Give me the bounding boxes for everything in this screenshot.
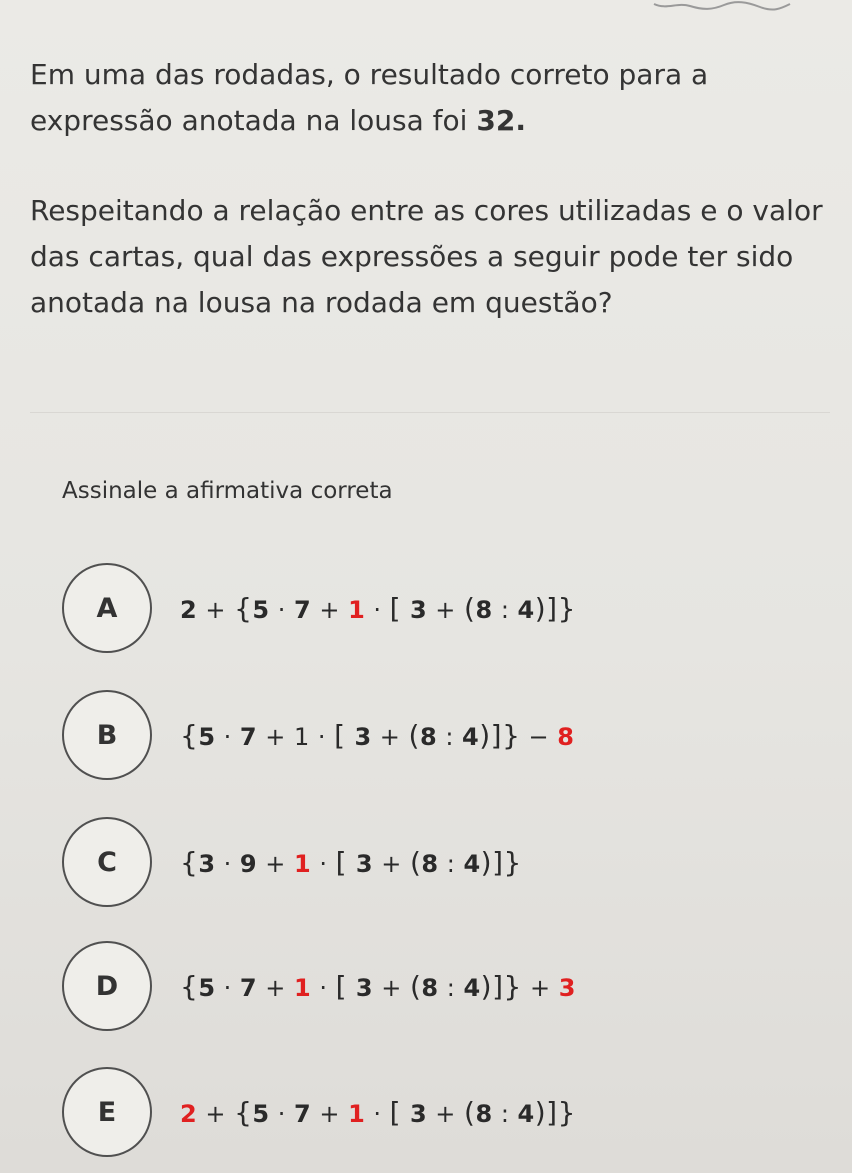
expression-token: 7 bbox=[239, 973, 258, 1002]
expression-token: 8 bbox=[475, 595, 493, 624]
expression-token: { bbox=[234, 1095, 253, 1129]
red-card-value: 1 bbox=[348, 595, 366, 624]
expression-token: · bbox=[215, 722, 240, 751]
expression-token: : bbox=[437, 722, 463, 751]
question-result-value: 32. bbox=[476, 104, 526, 137]
expression-token: ( bbox=[408, 718, 420, 752]
expression-token: 5 bbox=[198, 973, 216, 1002]
expression-token: 5 bbox=[252, 595, 270, 624]
expression-token: 3 bbox=[401, 595, 428, 624]
option-letter-circle[interactable]: E bbox=[62, 1067, 152, 1157]
expression-token: + bbox=[257, 722, 294, 751]
expression-token: 7 bbox=[294, 595, 312, 624]
expression-token: : bbox=[438, 973, 464, 1002]
option-expression bbox=[180, 970, 576, 1003]
red-card-value: 8 bbox=[557, 722, 575, 751]
expression-token: + bbox=[197, 1099, 235, 1128]
red-card-value: 1 bbox=[294, 849, 312, 878]
expression-token: 7 bbox=[294, 1099, 312, 1128]
option-expression bbox=[180, 719, 574, 752]
question-paragraph-1 bbox=[30, 52, 830, 144]
expression-token: [ bbox=[389, 1095, 402, 1129]
expression-token: + bbox=[311, 1099, 349, 1128]
pen-scribble-decoration bbox=[652, 0, 792, 14]
expression-token: 5 bbox=[252, 1099, 270, 1128]
option-letter-circle[interactable]: C bbox=[62, 817, 152, 907]
expression-token: [ bbox=[335, 969, 348, 1003]
expression-token: 2 bbox=[180, 595, 198, 624]
expression-token: + bbox=[427, 595, 465, 624]
expression-token: ( bbox=[409, 845, 422, 879]
expression-token: · bbox=[215, 973, 240, 1002]
question-paragraph-1-text: Em uma das rodadas, o resultado correto para a expressão anotada na lousa foi bbox=[30, 58, 709, 137]
expression-token: 4 bbox=[517, 1099, 535, 1128]
red-card-value: 2 bbox=[180, 1099, 198, 1128]
option-letter-circle[interactable]: A bbox=[62, 563, 152, 653]
expression-token: ( bbox=[464, 591, 476, 625]
expression-token: 7 bbox=[239, 722, 258, 751]
option-expression bbox=[180, 846, 522, 879]
expression-token: + bbox=[257, 849, 294, 878]
option-letter-circle[interactable]: B bbox=[62, 690, 152, 780]
expression-token: 9 bbox=[239, 849, 258, 878]
expression-token: · bbox=[269, 595, 294, 624]
option-d[interactable] bbox=[62, 938, 576, 1034]
expression-token: )]} bbox=[534, 591, 576, 625]
expression-token: { bbox=[234, 591, 253, 625]
expression-token: 4 bbox=[463, 973, 481, 1002]
option-b[interactable] bbox=[62, 687, 574, 783]
expression-token: 4 bbox=[462, 722, 480, 751]
expression-token: 4 bbox=[463, 849, 481, 878]
expression-token: + bbox=[197, 595, 235, 624]
expression-token: 8 bbox=[475, 1099, 493, 1128]
expression-token: + bbox=[373, 973, 410, 1002]
expression-token: 8 bbox=[421, 849, 439, 878]
expression-token: + bbox=[257, 973, 294, 1002]
expression-token: ( bbox=[464, 1095, 476, 1129]
expression-token: − bbox=[520, 722, 558, 751]
option-e[interactable] bbox=[62, 1064, 576, 1160]
expression-token: 8 bbox=[421, 973, 439, 1002]
expression-token: · bbox=[309, 722, 335, 751]
expression-token: + bbox=[371, 722, 409, 751]
expression-token: + bbox=[373, 849, 410, 878]
option-c[interactable] bbox=[62, 814, 522, 910]
option-expression bbox=[180, 592, 576, 625]
option-expression bbox=[180, 1096, 576, 1129]
expression-token: · bbox=[365, 1099, 390, 1128]
question-paragraph-2: Respeitando a relação entre as cores utilizadas e o valor das cartas, qual das expressões a seguir pode ter sido anotada na lousa na rodada em questão? bbox=[30, 194, 823, 319]
expression-token: 3 bbox=[198, 849, 216, 878]
expression-token: { bbox=[180, 969, 199, 1003]
expression-token: + bbox=[521, 973, 559, 1002]
expression-token: · bbox=[311, 973, 336, 1002]
expression-token: : bbox=[438, 849, 464, 878]
red-card-value: 3 bbox=[558, 973, 576, 1002]
expression-token: · bbox=[365, 595, 390, 624]
expression-token: [ bbox=[335, 845, 348, 879]
expression-token: )]} bbox=[480, 845, 522, 879]
expression-token: { bbox=[180, 718, 199, 752]
expression-token: )]} bbox=[480, 969, 522, 1003]
expression-token: 3 bbox=[345, 722, 372, 751]
instruction-label: Assinale a afirmativa correta bbox=[62, 478, 393, 504]
expression-token: [ bbox=[389, 591, 402, 625]
expression-token: : bbox=[492, 1099, 518, 1128]
expression-token: 4 bbox=[517, 595, 535, 624]
expression-token: + bbox=[427, 1099, 465, 1128]
expression-token: { bbox=[180, 845, 199, 879]
option-letter-circle[interactable]: D bbox=[62, 941, 152, 1031]
expression-token: 5 bbox=[198, 722, 216, 751]
expression-token: · bbox=[269, 1099, 294, 1128]
expression-token: [ bbox=[334, 718, 346, 752]
divider bbox=[30, 412, 830, 413]
expression-token: ( bbox=[409, 969, 422, 1003]
red-card-value: 1 bbox=[294, 973, 312, 1002]
question-text bbox=[30, 52, 830, 326]
expression-token: )]} bbox=[534, 1095, 576, 1129]
red-card-value: 1 bbox=[348, 1099, 366, 1128]
expression-token: 1 bbox=[294, 722, 310, 751]
expression-token: 3 bbox=[347, 973, 374, 1002]
expression-token: · bbox=[311, 849, 336, 878]
expression-token: 3 bbox=[347, 849, 374, 878]
expression-token: 3 bbox=[401, 1099, 428, 1128]
option-a[interactable] bbox=[62, 560, 576, 656]
expression-token: 8 bbox=[419, 722, 438, 751]
expression-token: )]} bbox=[479, 718, 521, 752]
expression-token: + bbox=[311, 595, 349, 624]
expression-token: : bbox=[492, 595, 518, 624]
expression-token: · bbox=[215, 849, 240, 878]
